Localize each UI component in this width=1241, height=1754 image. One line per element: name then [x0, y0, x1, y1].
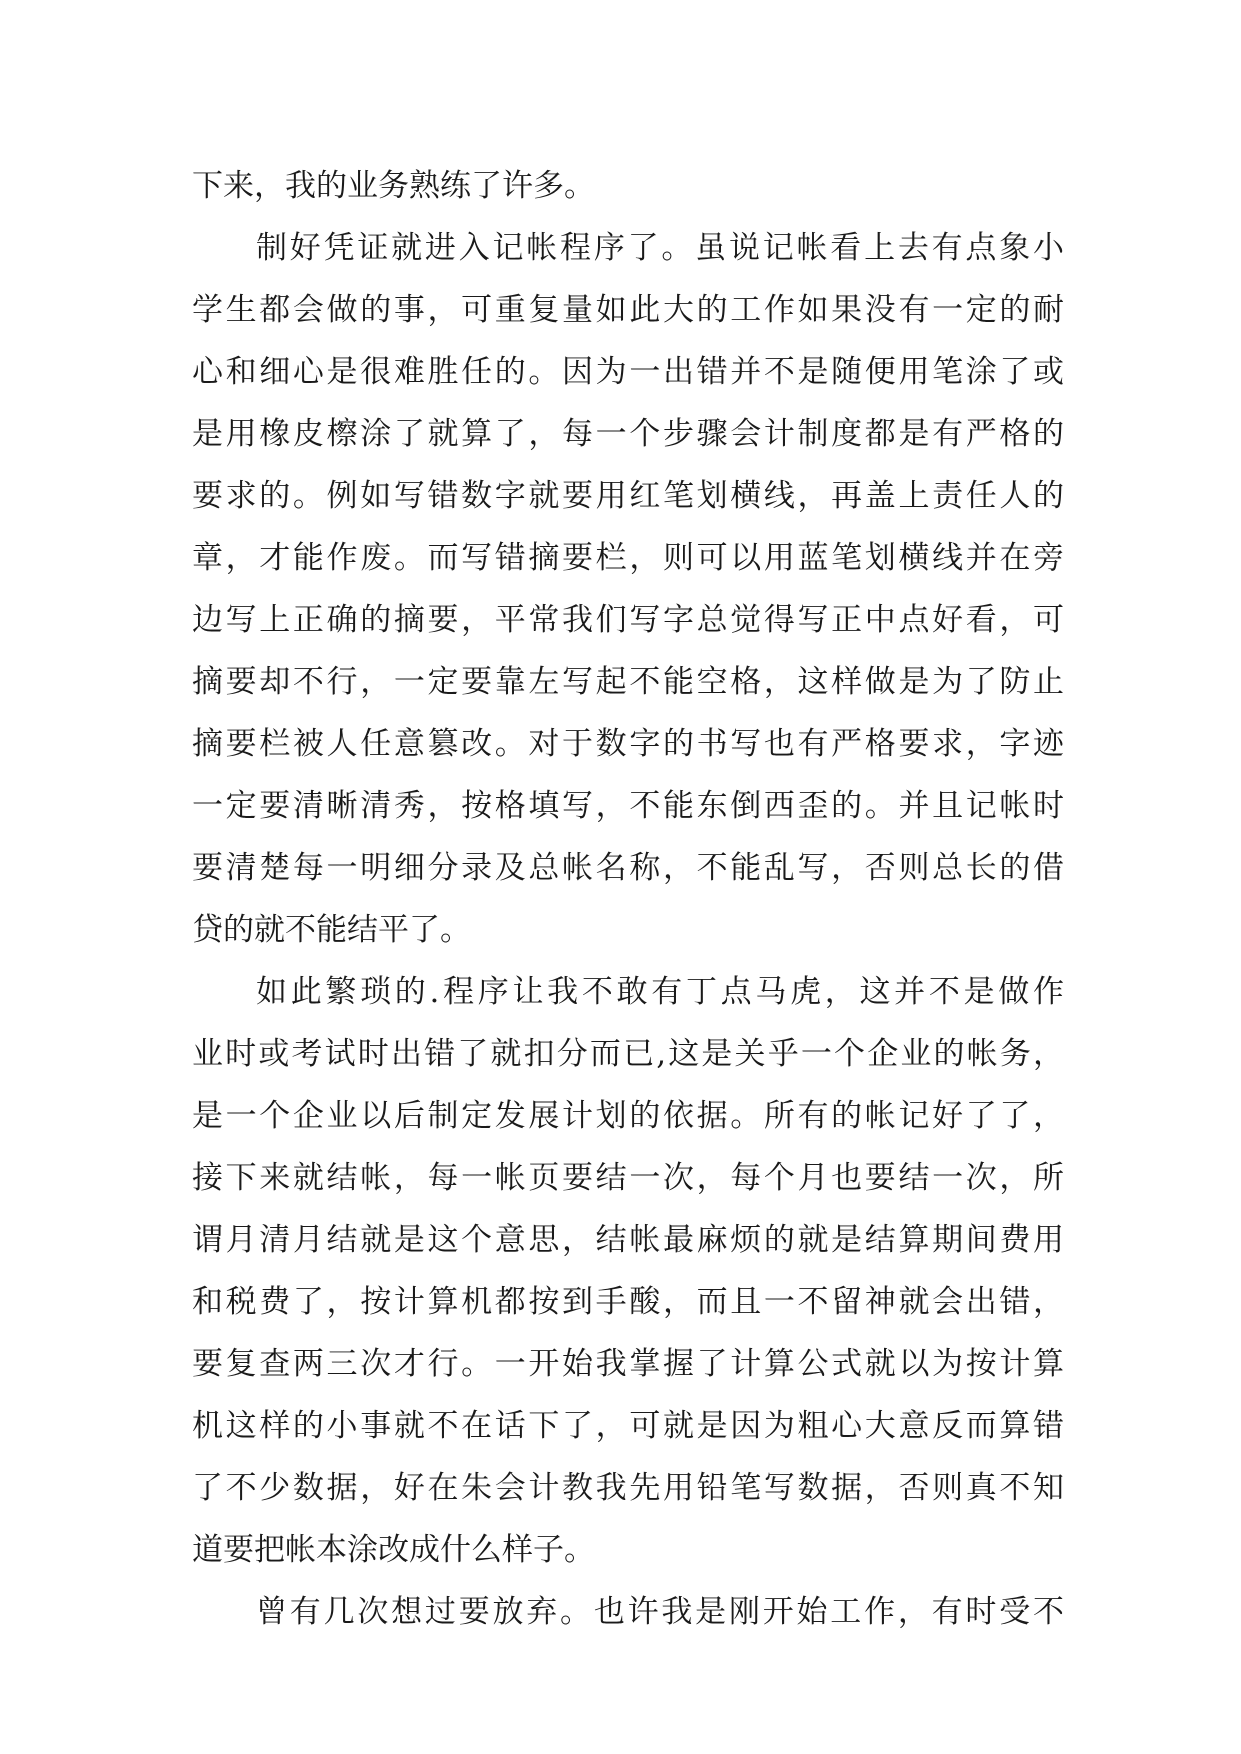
text-line: 要复查两三次才行。一开始我掌握了计算公式就以为按计算: [192, 1346, 1064, 1382]
text-line: 下来，我的业务熟练了许多。: [192, 168, 595, 204]
text-line: 曾有几次想过要放弃。也许我是刚开始工作，有时受不: [256, 1594, 1064, 1630]
text-line: 道要把帐本涂改成什么样子。: [192, 1532, 595, 1568]
text-line: 一定要清晰清秀，按格填写，不能东倒西歪的。并且记帐时: [192, 788, 1064, 824]
text-line: 是一个企业以后制定发展计划的依据。所有的帐记好了了，: [192, 1098, 1064, 1134]
paragraph-2: [192, 217, 1064, 961]
text-line: 摘要栏被人任意篡改。对于数字的书写也有严格要求，字迹: [192, 726, 1064, 762]
text-line: 接下来就结帐，每一帐页要结一次，每个月也要结一次，所: [192, 1160, 1064, 1196]
text-line: 章，才能作废。而写错摘要栏，则可以用蓝笔划横线并在旁: [192, 540, 1064, 576]
text-line: 和税费了，按计算机都按到手酸，而且一不留神就会出错，: [192, 1284, 1064, 1320]
text-line: 是用橡皮檫涂了就算了，每一个步骤会计制度都是有严格的: [192, 416, 1064, 452]
text-line: 摘要却不行，一定要靠左写起不能空格，这样做是为了防止: [192, 664, 1064, 700]
text-line: 心和细心是很难胜任的。因为一出错并不是随便用笔涂了或: [192, 354, 1064, 390]
text-line: 如此繁琐的.程序让我不敢有丁点马虎，这并不是做作: [256, 974, 1064, 1010]
paragraph-4: [192, 1581, 1064, 1643]
text-line: 贷的就不能结平了。: [192, 912, 471, 948]
text-line: 要清楚每一明细分录及总帐名称，不能乱写，否则总长的借: [192, 850, 1064, 886]
text-line: 了不少数据，好在朱会计教我先用铅笔写数据，否则真不知: [192, 1470, 1064, 1506]
paragraph-3: [192, 961, 1064, 1581]
text-line: 学生都会做的事，可重复量如此大的工作如果没有一定的耐: [192, 292, 1064, 328]
text-line: 要求的。例如写错数字就要用红笔划横线，再盖上责任人的: [192, 478, 1064, 514]
paragraph-1: [192, 155, 1064, 217]
text-line: 机这样的小事就不在话下了，可就是因为粗心大意反而算错: [192, 1408, 1064, 1444]
text-line: 业时或考试时出错了就扣分而已,这是关乎一个企业的帐务，: [192, 1036, 1064, 1072]
text-line: 制好凭证就进入记帐程序了。虽说记帐看上去有点象小: [256, 230, 1064, 266]
text-line: 谓月清月结就是这个意思，结帐最麻烦的就是结算期间费用: [192, 1222, 1064, 1258]
text-line: 边写上正确的摘要，平常我们写字总觉得写正中点好看，可: [192, 602, 1064, 638]
document-body: [192, 155, 1064, 1643]
